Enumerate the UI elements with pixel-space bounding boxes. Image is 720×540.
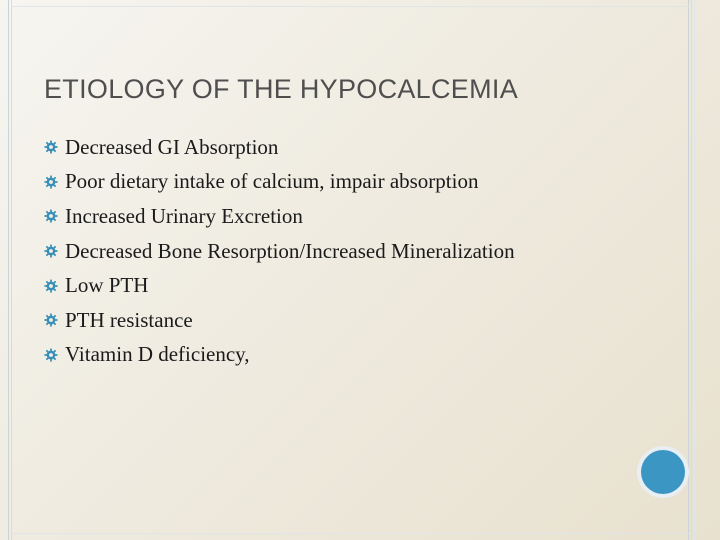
bullet-item [44,165,515,200]
bullet-item [44,130,515,165]
bullet-item [44,338,515,373]
cog-icon [44,348,58,362]
circle-icon [641,450,685,494]
frame-border-line [688,0,689,540]
frame-border-line [8,0,9,540]
cog-icon [44,279,58,293]
bullet-text: PTH resistance [65,307,193,332]
bullet-text: Decreased Bone Resorption/Increased Mineralization [65,238,515,263]
frame-border-line [11,0,12,540]
bullet-item [44,268,515,303]
cog-icon [44,313,58,327]
bullet-item [44,199,515,234]
bullet-text: Decreased GI Absorption [65,134,279,159]
frame-border-top [11,6,689,7]
frame-border-bottom [11,533,689,534]
bullet-text: Increased Urinary Excretion [65,203,303,228]
bullet-list [44,130,515,372]
frame-border-line [691,0,692,540]
cog-icon [44,209,58,223]
bullet-text: Vitamin D deficiency, [65,342,250,367]
cog-icon [44,244,58,258]
bullet-item [44,234,515,269]
slide-title: ETIOLOGY OF THE HYPOCALCEMIA [44,74,519,104]
bullet-item [44,303,515,338]
cog-icon [44,140,58,154]
cog-icon [44,175,58,189]
bullet-text: Poor dietary intake of calcium, impair absorption [65,169,479,194]
bullet-text: Low PTH [65,273,149,298]
frame-border-line [694,0,695,540]
